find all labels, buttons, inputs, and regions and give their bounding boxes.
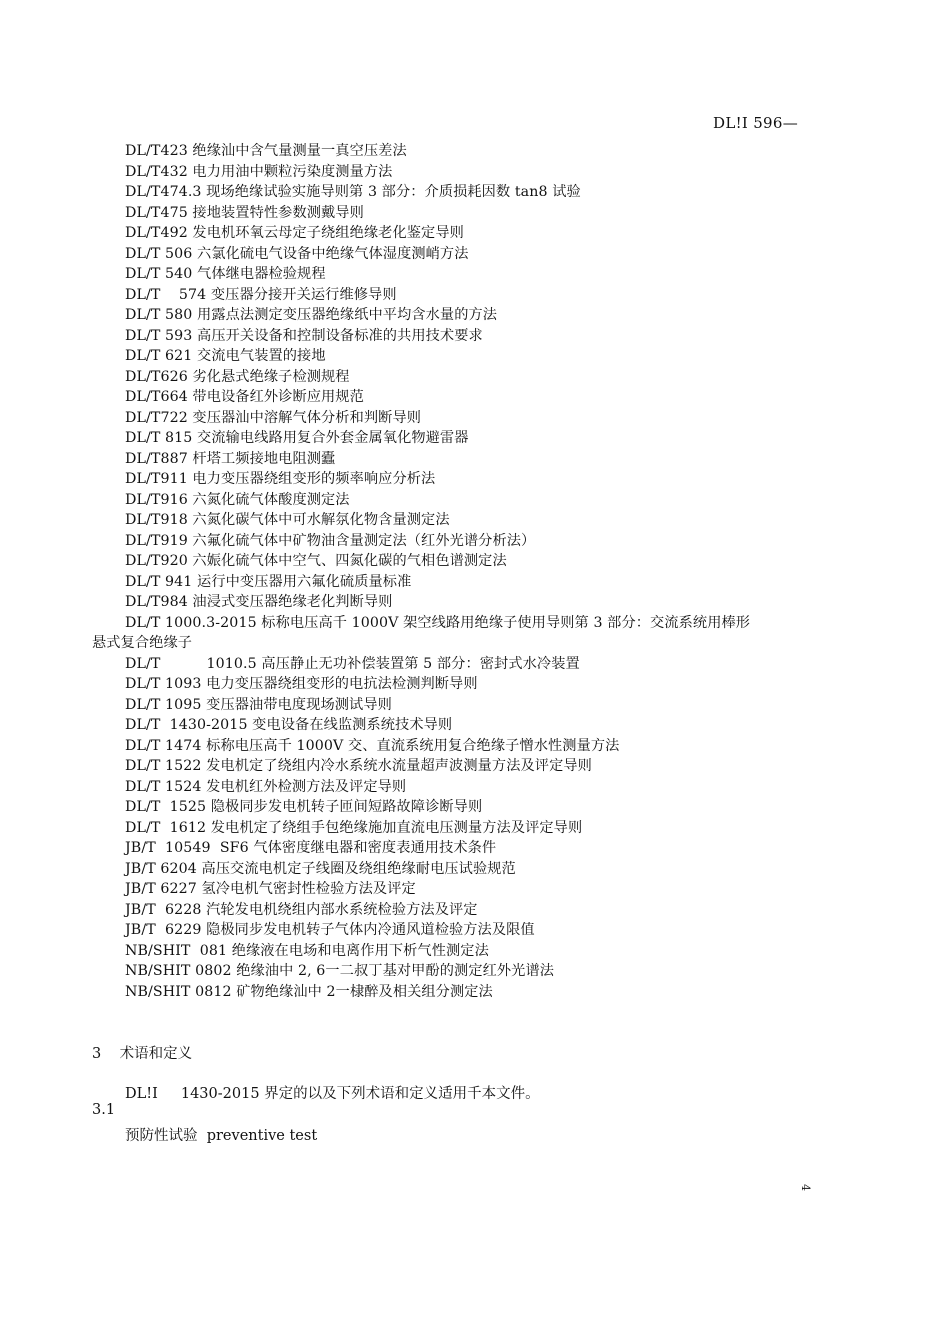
reference-item-continuation: 悬式复合绝缘子 [92, 635, 193, 651]
reference-item: DL/T 1093 电力变压器绕组变形的电抗法检测判断导则 [125, 676, 478, 692]
reference-item: DL/T 506 六氯化硫电气设备中绝缘气体湿度测峭方法 [125, 245, 469, 262]
reference-item: DL/T 1430-2015 变电设备在线监测系统技术导则 [125, 717, 453, 733]
reference-item: NB/SHIT 081 绝缘液在电场和电离作用下析气性测定法 [125, 942, 489, 959]
reference-item: DL/T919 六氟化硫气体中矿物油含量测定法（红外光谱分析法） [125, 532, 536, 549]
reference-item: DL/T423 绝缘汕中含气量测量一真空压差法 [125, 143, 407, 159]
reference-item: JB/T 6228 汽轮发电机绕组内部水系统检验方法及评定 [125, 901, 478, 918]
reference-item: DL/T475 接地装置特性参数测戴导则 [125, 204, 364, 221]
reference-item: DL/T 1524 发电机红外检测方法及评定导则 [125, 778, 407, 795]
reference-item-wrapped [0, 613, 950, 654]
reference-item-first-line: DL/T 1000.3-2015 标称电压高千 1000V 架空线路用绝缘子使用导则第 3 部分：交流系统用棒形 [125, 614, 751, 631]
normative-references-list [0, 141, 950, 1002]
section-heading: 3 术语和定义 [92, 1046, 193, 1062]
reference-item: DL/T 593 高压开关设备和控制设备标准的共用技术要求 [125, 327, 483, 344]
reference-item: DL/T432 电力用油中颗粒污染度测量方法 [125, 163, 393, 180]
header-standard-code: DL!I 596— [713, 114, 799, 132]
reference-item: NB/SHIT 0812 矿物绝缘汕中 2一棣醉及相关组分测定法 [125, 983, 493, 1000]
reference-item: JB/T 10549 SF6 气体密度继电器和密度表通用技术条件 [125, 840, 497, 856]
reference-item: DL/T 1522 发电机定了绕组内冷水系统水流量超声波测量方法及评定导则 [125, 758, 592, 774]
reference-item: DL/T 574 变压器分接开关运行维修导则 [125, 286, 397, 303]
reference-item: DL/T887 杆塔工频接地电阻测蠹 [125, 450, 336, 467]
reference-item: DL/T918 六氮化碳气体中可水解氛化物含量测定法 [125, 512, 450, 528]
reference-item: DL/T 1525 隐极同步发电机转子匝间短路故障诊断导则 [125, 799, 483, 815]
reference-item: DL/T911 电力变压器绕组变形的频率响应分析法 [125, 471, 436, 487]
reference-item: DL/T 1612 发电机定了绕组手包绝缘施加直流电压测量方法及评定导则 [125, 819, 583, 836]
reference-item: JB/T 6204 高压交流电机定子线圈及绕组绝缘耐电压试验规范 [125, 860, 516, 877]
term-definition: 预防性试验 preventive test [125, 1128, 318, 1144]
reference-item: DL/T 815 交流输电线路用复合外套金属氧化物避雷器 [125, 430, 469, 446]
reference-item: DL/T 1010.5 高压静止无功补偿装置第 5 部分：密封式水冷装置 [125, 655, 580, 672]
reference-item: DL/T 1095 变压器油带电度现场测试导则 [125, 696, 392, 713]
reference-item: DL/T 621 交流电气装置的接地 [125, 348, 326, 364]
reference-item: JB/T 6227 氢冷电机气密封性检验方法及评定 [125, 881, 416, 897]
reference-item: DL/T 941 运行中变压器用六氟化硫质量标准 [125, 573, 412, 590]
reference-item: DL/T984 油浸式变压器绝缘老化判断导则 [125, 594, 393, 610]
term-number: 3.1 [92, 1102, 116, 1118]
reference-item: DL/T722 变压器汕中溶解气体分析和判断导则 [125, 409, 422, 426]
page-number: 4 [799, 1184, 812, 1191]
reference-item: DL/T492 发电机环氧云母定子绕组绝缘老化鉴定导则 [125, 225, 464, 241]
reference-item: DL/T626 劣化悬式绝缘子检测规程 [125, 368, 350, 385]
section-intro-text: DL!I 1430-2015 界定的以及下列术语和定义适用千本文件。 [125, 1086, 540, 1102]
reference-item: DL/T 580 用露点法测定变压器绝缘纸中平均含水量的方法 [125, 307, 498, 323]
reference-item: DL/T 1474 标称电压高千 1000V 交、直流系统用复合绝缘子憎水性测量方法 [125, 737, 620, 754]
reference-item: DL/T916 六氮化硫气体酸度测定法 [125, 491, 350, 508]
reference-item: DL/T474.3 现场绝缘试验实施导则第 3 部分：介质损耗因数 tan8 试验 [125, 184, 581, 200]
reference-item: DL/T 540 气体继电器检验规程 [125, 266, 326, 282]
reference-item: NB/SHIT 0802 绝缘油中 2, 6一二叔丁基对甲酚的测定红外光谱法 [125, 963, 555, 979]
reference-item: JB/T 6229 隐极同步发电机转子气体内冷通风道检验方法及限值 [125, 922, 535, 938]
reference-item: DL/T920 六娠化硫气体中空气、四氮化碳的气相色谱测定法 [125, 553, 507, 569]
reference-item: DL/T664 带电设备红外诊断应用规范 [125, 389, 364, 405]
